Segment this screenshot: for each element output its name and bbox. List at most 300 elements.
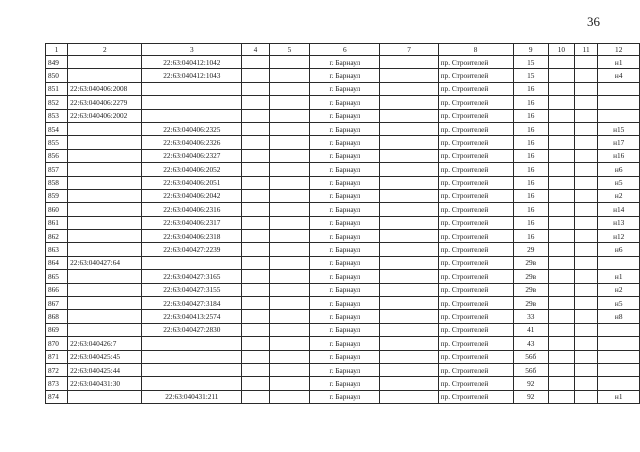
- table-cell: [242, 203, 269, 216]
- table-row: [46, 189, 640, 202]
- table-cell: г. Барнаул: [310, 203, 380, 216]
- column-header: 9: [513, 44, 548, 56]
- table-cell: [269, 189, 310, 202]
- table-row: [46, 122, 640, 135]
- table-cell: 871: [46, 350, 68, 363]
- table-cell: пр. Строителей: [438, 363, 513, 376]
- table-cell: [548, 136, 574, 149]
- table-cell: г. Барнаул: [310, 149, 380, 162]
- table-cell: [548, 109, 574, 122]
- table-cell: [574, 56, 597, 69]
- table-cell: [142, 363, 242, 376]
- table-cell: [548, 270, 574, 283]
- table-cell: [242, 283, 269, 296]
- table-cell: [548, 176, 574, 189]
- table-cell: 16: [513, 96, 548, 109]
- table-cell: [548, 149, 574, 162]
- table-cell: [68, 323, 142, 336]
- table-cell: [380, 256, 438, 269]
- table-cell: [574, 256, 597, 269]
- table-cell: [574, 350, 597, 363]
- table-cell: н12: [598, 230, 640, 243]
- table-cell: 15: [513, 69, 548, 82]
- table-cell: [68, 176, 142, 189]
- table-cell: 22:63:040427:3155: [142, 283, 242, 296]
- table-cell: [380, 122, 438, 135]
- table-cell: [380, 337, 438, 350]
- table-cell: г. Барнаул: [310, 363, 380, 376]
- table-cell: [269, 283, 310, 296]
- table-cell: [380, 377, 438, 390]
- table-cell: [598, 377, 640, 390]
- table-cell: [380, 189, 438, 202]
- table-cell: 16: [513, 216, 548, 229]
- table-cell: 22:63:040406:2052: [142, 163, 242, 176]
- table-cell: 874: [46, 390, 68, 403]
- table-cell: [242, 149, 269, 162]
- table-cell: [242, 109, 269, 122]
- table-cell: 22:63:040427:2830: [142, 323, 242, 336]
- table-cell: [142, 337, 242, 350]
- table-cell: [242, 337, 269, 350]
- table-cell: г. Барнаул: [310, 56, 380, 69]
- table-cell: [548, 243, 574, 256]
- table-cell: 863: [46, 243, 68, 256]
- table-cell: 22:63:040427:3184: [142, 297, 242, 310]
- table-cell: г. Барнаул: [310, 69, 380, 82]
- table-cell: [548, 69, 574, 82]
- table-cell: 869: [46, 323, 68, 336]
- table-cell: [269, 363, 310, 376]
- table-cell: 868: [46, 310, 68, 323]
- table-cell: 29в: [513, 256, 548, 269]
- table-cell: [242, 350, 269, 363]
- column-header: 1: [46, 44, 68, 56]
- table-cell: 22:63:040412:1042: [142, 56, 242, 69]
- table-cell: [380, 149, 438, 162]
- table-cell: 92: [513, 390, 548, 403]
- table-row: [46, 69, 640, 82]
- table-cell: 33: [513, 310, 548, 323]
- table-cell: 22:63:040406:2327: [142, 149, 242, 162]
- column-header: 12: [598, 44, 640, 56]
- table-row: [46, 163, 640, 176]
- table-cell: пр. Строителей: [438, 69, 513, 82]
- table-cell: [242, 323, 269, 336]
- table-cell: 862: [46, 230, 68, 243]
- table-cell: [68, 189, 142, 202]
- table-cell: н16: [598, 149, 640, 162]
- table-cell: пр. Строителей: [438, 203, 513, 216]
- table-cell: [548, 297, 574, 310]
- table-cell: [269, 270, 310, 283]
- table-cell: 857: [46, 163, 68, 176]
- table-cell: [269, 323, 310, 336]
- table-cell: [242, 163, 269, 176]
- table-cell: [68, 243, 142, 256]
- table-cell: [380, 176, 438, 189]
- table-cell: [598, 96, 640, 109]
- table-cell: [142, 82, 242, 95]
- table-cell: [269, 337, 310, 350]
- table-cell: [380, 363, 438, 376]
- table-cell: г. Барнаул: [310, 337, 380, 350]
- table-cell: 22:63:040431:211: [142, 390, 242, 403]
- table-cell: г. Барнаул: [310, 310, 380, 323]
- table-row: [46, 56, 640, 69]
- table-row: [46, 283, 640, 296]
- table-cell: [269, 176, 310, 189]
- table-cell: [574, 230, 597, 243]
- table-cell: [380, 323, 438, 336]
- table-cell: [269, 109, 310, 122]
- table-cell: [269, 122, 310, 135]
- table-cell: г. Барнаул: [310, 350, 380, 363]
- table-cell: 16: [513, 230, 548, 243]
- column-header: 3: [142, 44, 242, 56]
- table-cell: 16: [513, 136, 548, 149]
- table-cell: [380, 109, 438, 122]
- table-cell: [242, 230, 269, 243]
- table-cell: н8: [598, 310, 640, 323]
- table-cell: 854: [46, 122, 68, 135]
- table-cell: пр. Строителей: [438, 337, 513, 350]
- table-cell: пр. Строителей: [438, 109, 513, 122]
- table-row: [46, 350, 640, 363]
- table-cell: [380, 297, 438, 310]
- table-cell: [242, 82, 269, 95]
- table-cell: 22:63:040425:45: [68, 350, 142, 363]
- table-cell: [574, 109, 597, 122]
- table-cell: [269, 69, 310, 82]
- table-cell: [548, 122, 574, 135]
- table-cell: 853: [46, 109, 68, 122]
- table-row: [46, 216, 640, 229]
- table-cell: н1: [598, 270, 640, 283]
- table-cell: [574, 96, 597, 109]
- table-cell: [380, 82, 438, 95]
- table-cell: [380, 163, 438, 176]
- table-cell: [548, 56, 574, 69]
- table-cell: [269, 390, 310, 403]
- column-header: 6: [310, 44, 380, 56]
- table-cell: г. Барнаул: [310, 243, 380, 256]
- table-cell: г. Барнаул: [310, 189, 380, 202]
- table-cell: 29в: [513, 270, 548, 283]
- table-cell: [598, 350, 640, 363]
- table-row: [46, 230, 640, 243]
- table-cell: [380, 96, 438, 109]
- table-cell: [68, 270, 142, 283]
- table-cell: 29в: [513, 297, 548, 310]
- table-cell: 22:63:040406:2002: [68, 109, 142, 122]
- table-row: [46, 297, 640, 310]
- table-cell: пр. Строителей: [438, 149, 513, 162]
- table-cell: [269, 136, 310, 149]
- table-cell: [574, 377, 597, 390]
- table-cell: [598, 82, 640, 95]
- table-cell: 849: [46, 56, 68, 69]
- table-row: [46, 310, 640, 323]
- table-cell: [68, 69, 142, 82]
- table-cell: [269, 310, 310, 323]
- table-cell: 22:63:040406:2279: [68, 96, 142, 109]
- table-cell: [68, 283, 142, 296]
- table-cell: [574, 136, 597, 149]
- table-cell: пр. Строителей: [438, 297, 513, 310]
- table-cell: [574, 390, 597, 403]
- table-cell: 29: [513, 243, 548, 256]
- table-cell: пр. Строителей: [438, 256, 513, 269]
- table-row: [46, 109, 640, 122]
- table-cell: [269, 230, 310, 243]
- table-cell: [242, 122, 269, 135]
- table-cell: 22:63:040406:2008: [68, 82, 142, 95]
- table-cell: [68, 230, 142, 243]
- table-cell: [548, 189, 574, 202]
- table-cell: 22:63:040427:3165: [142, 270, 242, 283]
- table-cell: [380, 350, 438, 363]
- table-cell: 16: [513, 189, 548, 202]
- table-cell: 41: [513, 323, 548, 336]
- table-cell: 22:63:040426:7: [68, 337, 142, 350]
- table-cell: [242, 377, 269, 390]
- table-row: [46, 323, 640, 336]
- table-cell: [598, 256, 640, 269]
- table-cell: 860: [46, 203, 68, 216]
- table-cell: 22:63:040427:2239: [142, 243, 242, 256]
- table-cell: [598, 337, 640, 350]
- table-cell: пр. Строителей: [438, 122, 513, 135]
- table-cell: н1: [598, 56, 640, 69]
- table-cell: 16: [513, 203, 548, 216]
- table-cell: г. Барнаул: [310, 270, 380, 283]
- table-cell: [574, 69, 597, 82]
- table-cell: н2: [598, 283, 640, 296]
- table-cell: [574, 363, 597, 376]
- table-row: [46, 176, 640, 189]
- table-cell: [574, 163, 597, 176]
- table-cell: г. Барнаул: [310, 230, 380, 243]
- table-cell: [548, 163, 574, 176]
- table-cell: [68, 390, 142, 403]
- table-cell: пр. Строителей: [438, 283, 513, 296]
- table-row: [46, 270, 640, 283]
- table-cell: г. Барнаул: [310, 377, 380, 390]
- table-cell: 852: [46, 96, 68, 109]
- table-cell: [380, 56, 438, 69]
- table-row: [46, 149, 640, 162]
- table-cell: [574, 189, 597, 202]
- table-cell: [269, 216, 310, 229]
- table-cell: 15: [513, 56, 548, 69]
- table-cell: [548, 216, 574, 229]
- table-cell: 43: [513, 337, 548, 350]
- table-cell: н15: [598, 122, 640, 135]
- table-cell: [68, 216, 142, 229]
- table-cell: г. Барнаул: [310, 216, 380, 229]
- table-cell: 22:63:040406:2051: [142, 176, 242, 189]
- table-cell: 864: [46, 256, 68, 269]
- table-cell: [548, 377, 574, 390]
- table-cell: [68, 122, 142, 135]
- table-cell: [380, 390, 438, 403]
- table-cell: 873: [46, 377, 68, 390]
- table-cell: [574, 337, 597, 350]
- column-header: 2: [68, 44, 142, 56]
- table-cell: [574, 122, 597, 135]
- property-register-table: [45, 43, 640, 404]
- table-cell: н4: [598, 69, 640, 82]
- table-cell: 861: [46, 216, 68, 229]
- table-cell: [269, 203, 310, 216]
- table-cell: [574, 297, 597, 310]
- table-cell: [269, 96, 310, 109]
- table-cell: [548, 323, 574, 336]
- table-cell: [269, 297, 310, 310]
- table-cell: [574, 203, 597, 216]
- table-cell: [380, 230, 438, 243]
- table-row: [46, 243, 640, 256]
- table-cell: [574, 176, 597, 189]
- table-cell: [548, 230, 574, 243]
- table-cell: пр. Строителей: [438, 230, 513, 243]
- table-cell: г. Барнаул: [310, 323, 380, 336]
- table-cell: [142, 256, 242, 269]
- table-cell: [548, 310, 574, 323]
- table-cell: [242, 96, 269, 109]
- table-row: [46, 337, 640, 350]
- table-cell: [269, 163, 310, 176]
- table-cell: [380, 136, 438, 149]
- column-header: 10: [548, 44, 574, 56]
- table-cell: 16: [513, 109, 548, 122]
- table-cell: н17: [598, 136, 640, 149]
- table-cell: 22:63:040406:2326: [142, 136, 242, 149]
- table-cell: пр. Строителей: [438, 243, 513, 256]
- table-cell: [269, 256, 310, 269]
- table-cell: 22:63:040412:1043: [142, 69, 242, 82]
- table-cell: пр. Строителей: [438, 136, 513, 149]
- table-cell: 870: [46, 337, 68, 350]
- table-cell: [242, 69, 269, 82]
- table-cell: [68, 56, 142, 69]
- table-cell: 56б: [513, 363, 548, 376]
- table-cell: [242, 390, 269, 403]
- table-cell: [242, 136, 269, 149]
- table-cell: 22:63:040406:2325: [142, 122, 242, 135]
- table-cell: [242, 310, 269, 323]
- table-cell: 866: [46, 283, 68, 296]
- table-cell: [574, 323, 597, 336]
- table-cell: [380, 243, 438, 256]
- table-cell: [68, 203, 142, 216]
- table-cell: [380, 203, 438, 216]
- table-cell: г. Барнаул: [310, 390, 380, 403]
- table-row: [46, 256, 640, 269]
- table-cell: н2: [598, 189, 640, 202]
- table-cell: [380, 69, 438, 82]
- table-cell: н14: [598, 203, 640, 216]
- table-cell: [269, 377, 310, 390]
- table-cell: [242, 189, 269, 202]
- table-row: [46, 390, 640, 403]
- table-cell: 22:63:040406:2316: [142, 203, 242, 216]
- table-cell: [548, 203, 574, 216]
- table-row: [46, 203, 640, 216]
- table-cell: пр. Строителей: [438, 163, 513, 176]
- table-cell: 872: [46, 363, 68, 376]
- table-cell: пр. Строителей: [438, 96, 513, 109]
- table-cell: [68, 297, 142, 310]
- table-cell: [574, 283, 597, 296]
- table-cell: 29в: [513, 283, 548, 296]
- table-cell: 22:63:040406:2318: [142, 230, 242, 243]
- table-row: [46, 377, 640, 390]
- table-cell: пр. Строителей: [438, 216, 513, 229]
- table-cell: [574, 270, 597, 283]
- table-cell: 865: [46, 270, 68, 283]
- table-cell: [548, 363, 574, 376]
- table-cell: пр. Строителей: [438, 323, 513, 336]
- table-cell: 92: [513, 377, 548, 390]
- table-cell: [598, 323, 640, 336]
- table-cell: пр. Строителей: [438, 310, 513, 323]
- table-cell: пр. Строителей: [438, 270, 513, 283]
- table-cell: 16: [513, 176, 548, 189]
- table-cell: [380, 310, 438, 323]
- table-row: [46, 136, 640, 149]
- table-cell: [269, 350, 310, 363]
- table-cell: г. Барнаул: [310, 122, 380, 135]
- table-cell: 22:63:040431:30: [68, 377, 142, 390]
- table-cell: 16: [513, 149, 548, 162]
- table-cell: [548, 96, 574, 109]
- table-cell: пр. Строителей: [438, 390, 513, 403]
- table-cell: [269, 243, 310, 256]
- table-cell: 867: [46, 297, 68, 310]
- table-cell: [242, 270, 269, 283]
- table-cell: 22:63:040406:2317: [142, 216, 242, 229]
- table-cell: пр. Строителей: [438, 176, 513, 189]
- table-cell: 850: [46, 69, 68, 82]
- column-header: 7: [380, 44, 438, 56]
- table-cell: [242, 297, 269, 310]
- table-cell: [574, 243, 597, 256]
- table-cell: пр. Строителей: [438, 189, 513, 202]
- table-cell: 856: [46, 149, 68, 162]
- header-row: [46, 44, 640, 56]
- table-cell: 22:63:040406:2042: [142, 189, 242, 202]
- table-cell: [574, 310, 597, 323]
- table-cell: н1: [598, 390, 640, 403]
- table-cell: 56б: [513, 350, 548, 363]
- table-cell: 22:63:040427:64: [68, 256, 142, 269]
- table-cell: пр. Строителей: [438, 82, 513, 95]
- table-cell: [380, 270, 438, 283]
- table-cell: г. Барнаул: [310, 283, 380, 296]
- table-cell: [242, 363, 269, 376]
- table-cell: [598, 109, 640, 122]
- table-cell: [574, 82, 597, 95]
- table-cell: [574, 216, 597, 229]
- table-cell: 16: [513, 163, 548, 176]
- column-header: 11: [574, 44, 597, 56]
- table-cell: 22:63:040425:44: [68, 363, 142, 376]
- column-header: 4: [242, 44, 269, 56]
- table-cell: г. Барнаул: [310, 96, 380, 109]
- table-row: [46, 363, 640, 376]
